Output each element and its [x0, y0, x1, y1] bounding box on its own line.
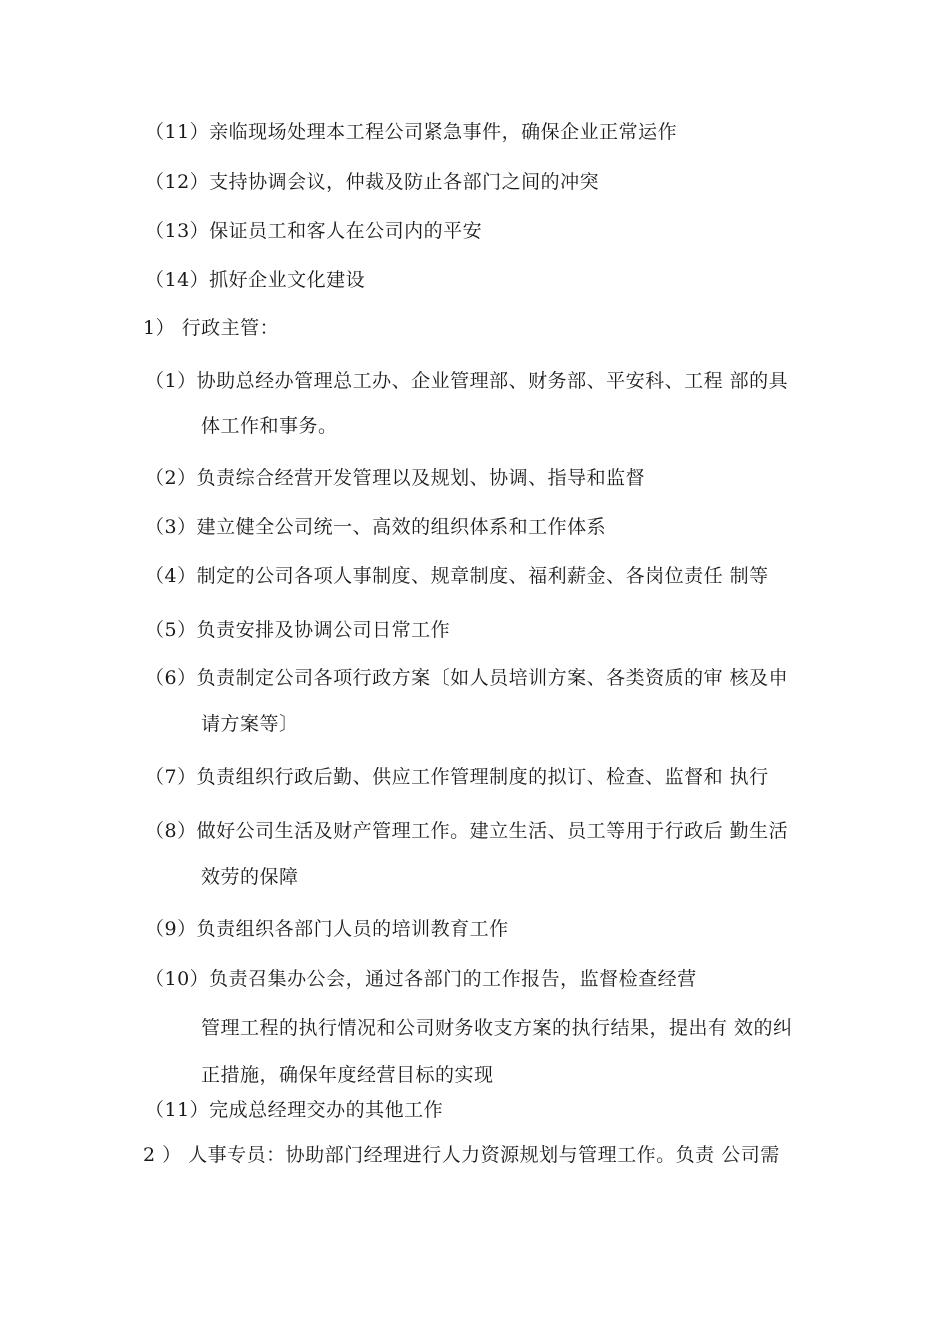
- text-line: （13）保证员工和客人在公司内的平安: [145, 220, 483, 242]
- text-line: 请方案等〕: [201, 713, 299, 735]
- text-line: （3）建立健全公司统一、高效的组织体系和工作体系: [145, 516, 607, 538]
- text-line: （10）负责召集办公会，通过各部门的工作报告，监督检查经营: [145, 968, 697, 990]
- text-line: 效劳的保障: [201, 866, 299, 888]
- text-line: （4）制定的公司各项人事制度、规章制度、福利薪金、各岗位责任 制等: [145, 565, 769, 587]
- text-line: 管理工程的执行情况和公司财务收支方案的执行结果，提出有 效的纠: [201, 1017, 793, 1039]
- section-heading: 2 ） 人事专员：协助部门经理进行人力资源规划与管理工作。负责 公司需: [143, 1144, 780, 1166]
- text-line: （1）协助总经办管理总工办、企业管理部、财务部、平安科、工程 部的具: [145, 370, 789, 392]
- text-line: （8）做好公司生活及财产管理工作。建立生活、员工等用于行政后 勤生活: [145, 820, 789, 842]
- text-line: （7）负责组织行政后勤、供应工作管理制度的拟订、检查、监督和 执行: [145, 766, 769, 788]
- text-line: 正措施，确保年度经营目标的实现: [201, 1064, 494, 1086]
- text-line: （9）负责组织各部门人员的培训教育工作: [145, 918, 509, 940]
- text-line: （14）抓好企业文化建设: [145, 269, 366, 291]
- section-heading: 1） 行政主管：: [143, 317, 280, 339]
- text-line: （12）支持协调会议，仲裁及防止各部门之间的冲突: [145, 171, 600, 193]
- text-line: （11）完成总经理交办的其他工作: [145, 1099, 444, 1121]
- text-line: （11）亲临现场处理本工程公司紧急事件，确保企业正常运作: [145, 121, 678, 143]
- text-line: 体工作和事务。: [201, 415, 338, 437]
- text-line: （5）负责安排及协调公司日常工作: [145, 619, 451, 641]
- text-line: （6）负责制定公司各项行政方案〔如人员培训方案、各类资质的审 核及申: [145, 667, 789, 689]
- text-line: （2）负责综合经营开发管理以及规划、协调、指导和监督: [145, 467, 646, 489]
